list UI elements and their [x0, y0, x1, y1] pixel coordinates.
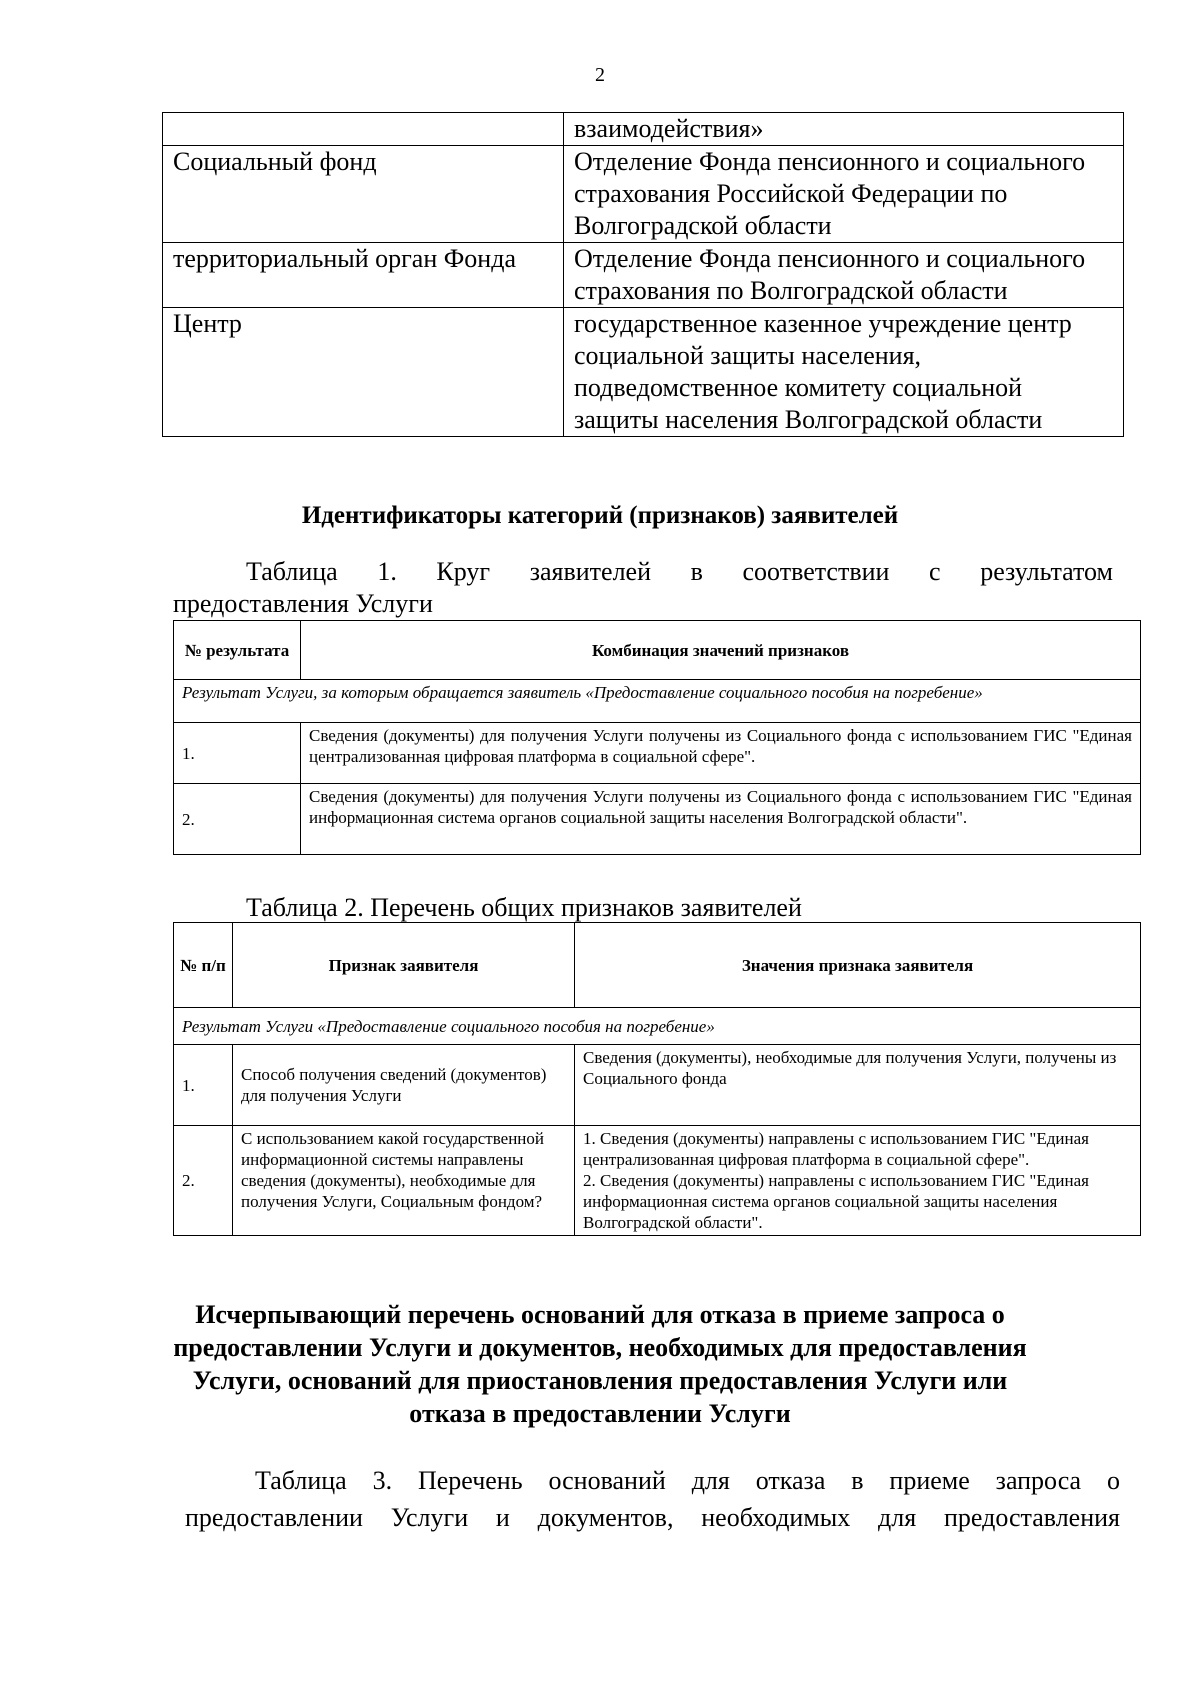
definition-term: Центр: [163, 308, 564, 437]
feature-text: С использованием какой государственной информационной системы направлены сведения (документы), необходимые для получения Услуги, Социальным фондом?: [233, 1126, 575, 1236]
page-number: 2: [595, 64, 605, 86]
row-number: 1.: [174, 723, 301, 784]
section-title: Идентификаторы категорий (признаков) заявителей: [301, 502, 899, 529]
caption-line: предоставлении Услуги и документов, необходимых для предоставления: [185, 1503, 1120, 1532]
row-number: 2.: [174, 1126, 233, 1236]
column-header: Комбинация значений признаков: [301, 621, 1141, 680]
definition-text: Отделение Фонда пенсионного и социального страхования Российской Федерации по Волгоградской области: [564, 146, 1124, 243]
column-header: № п/п: [174, 923, 233, 1008]
definition-text: взаимодействия»: [564, 113, 1124, 146]
row-number: 1.: [174, 1045, 233, 1126]
section-title-line: Услуги, оснований для приостановления предоставления Услуги или: [192, 1366, 1008, 1395]
definitions-table: [162, 112, 1124, 437]
feature-value-item: 2. Сведения (документы) направлены с использованием ГИС "Единая информационная система органов социальной защиты населения Волгоградской области".: [583, 1171, 1089, 1232]
table-row: [163, 113, 1124, 146]
feature-text: Способ получения сведений (документов) для получения Услуги: [233, 1045, 575, 1126]
definition-term: Социальный фонд: [163, 146, 564, 243]
applicant-features-table: [173, 922, 1141, 1236]
row-number: 2.: [174, 784, 301, 855]
column-header: № результата: [174, 621, 301, 680]
table2-caption: Таблица 2. Перечень общих признаков заявителей: [246, 893, 802, 922]
table-header-row: [174, 621, 1141, 680]
section-title-line: предоставлении Услуги и документов, необходимых для предоставления: [173, 1333, 1027, 1362]
applicant-results-table: [173, 620, 1141, 855]
table-header-row: [174, 923, 1141, 1008]
feature-values: Сведения (документы), необходимые для получения Услуги, получены из Социального фонда: [575, 1045, 1141, 1126]
section-title-line: отказа в предоставлении Услуги: [409, 1399, 791, 1428]
table1-caption-continued: предоставления Услуги: [173, 589, 433, 618]
result-label: Результат Услуги, за которым обращается заявитель «Предоставление социального пособия на погребение»: [174, 680, 1141, 723]
definition-term: территориальный орган Фонда: [163, 243, 564, 308]
column-header: Признак заявителя: [233, 923, 575, 1008]
definition-term: [163, 113, 564, 146]
table-row: [174, 1045, 1141, 1126]
caption-line: Таблица 3. Перечень оснований для отказа в приеме запроса о: [255, 1466, 1120, 1495]
section-title-line: Исчерпывающий перечень оснований для отказа в приеме запроса о: [195, 1300, 1005, 1329]
section-title: [0, 1298, 1200, 1430]
feature-values: [575, 1126, 1141, 1236]
table1-caption: Таблица 1. Круг заявителей в соответствии с результатом: [246, 557, 1113, 586]
result-row: [174, 1008, 1141, 1045]
result-row: [174, 680, 1141, 723]
definition-text: Отделение Фонда пенсионного и социального страхования по Волгоградской области: [564, 243, 1124, 308]
table-row: [163, 243, 1124, 308]
row-text: Сведения (документы) для получения Услуги получены из Социального фонда с использованием ГИС "Единая централизованная цифровая платформа в социальной сфере".: [301, 723, 1141, 784]
table-row: [174, 784, 1141, 855]
table-row: [174, 723, 1141, 784]
table-row: [163, 308, 1124, 437]
table3-caption: [185, 1462, 1120, 1536]
table-row: [163, 146, 1124, 243]
row-text: Сведения (документы) для получения Услуги получены из Социального фонда с использованием ГИС "Единая информационная система органов социальной защиты населения Волгоградской области".: [301, 784, 1141, 855]
feature-value-item: 1. Сведения (документы) направлены с использованием ГИС "Единая централизованная цифровая платформа в социальной сфере".: [583, 1129, 1089, 1169]
definition-text: государственное казенное учреждение центр социальной защиты населения, подведомственное комитету социальной защиты населения Волгоградской области: [564, 308, 1124, 437]
column-header: Значения признака заявителя: [575, 923, 1141, 1008]
table-row: [174, 1126, 1141, 1236]
result-label: Результат Услуги «Предоставление социального пособия на погребение»: [174, 1008, 1141, 1045]
